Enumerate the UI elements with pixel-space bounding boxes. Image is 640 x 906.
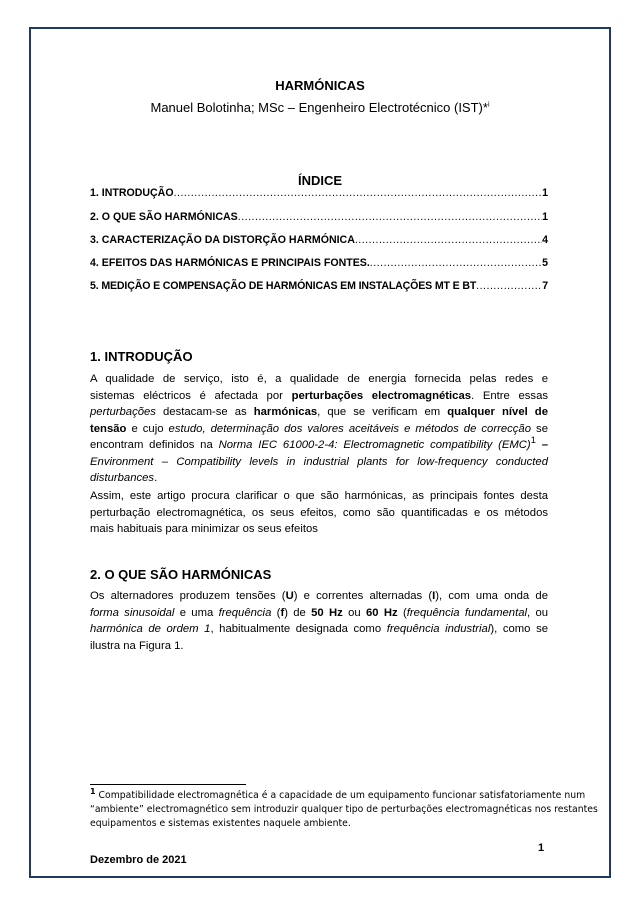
intro-paragraph-1: A qualidade de serviço, isto é, a qualidade de energia fornecida pelas redes e sistemas eléctricos é afectada por perturbações electromagnéticas. Entre essas perturbações destacam-se as harmónicas, que se verificam em qualquer nível de tensão e cujo estudo, determinação dos valores aceitáveis e métodos de correcção se encontram definidos na Norma IEC 61000-2-4: Electromagnetic compatibility (EMC)$^1$ – Environment – Compatibility levels in industrial plants for low-frequency conducted disturbances. xyxy=(90,373,549,484)
author-name: Manuel Bolotinha; MSc – Engenheiro Electrotécnico (IST)* xyxy=(150,100,488,115)
toc-entry[interactable]: 5. MEDIÇÃO E COMPENSAÇÃO DE HARMÓNICAS EM INSTALAÇÕES MT E BT ..... 7 xyxy=(90,280,548,292)
toc-entry[interactable]: 2. O QUE SÃO HARMÓNICAS ..... 1 xyxy=(90,211,548,223)
toc-heading: ÍNDICE xyxy=(297,173,343,188)
toc-entry[interactable]: 3. CARACTERIZAÇÃO DA DISTORÇÃO HARMÓNICA ..... 4 xyxy=(90,234,548,246)
toc-leader-dots xyxy=(238,211,542,223)
intro-paragraph-2: Assim, este artigo procura clarificar o que são harmónicas, as principais fontes desta perturbação electromagnética, os seus efeitos, como são quantificadas e os métodos mais habituais para minimizar os seus efeitos xyxy=(90,490,548,535)
toc-leader-dots xyxy=(476,280,542,292)
footer-date: Dezembro de 2021 xyxy=(90,854,187,866)
toc-entry[interactable]: 1. INTRODUÇÃO ..... 1 xyxy=(90,187,548,199)
toc-leader-dots xyxy=(370,257,542,269)
footnote-mark: 1 xyxy=(90,786,96,796)
toc-entry[interactable]: 4. EFEITOS DAS HARMÓNICAS E PRINCIPAIS FONTES. ..... 5 xyxy=(90,257,548,269)
document-title: HARMÓNICAS xyxy=(275,78,365,93)
author-endnote-mark[interactable]: i xyxy=(487,101,490,109)
page-number: 1 xyxy=(538,842,545,854)
footnote-ref[interactable]: 1 xyxy=(530,434,536,446)
author-line xyxy=(0,100,640,115)
toc-leader-dots xyxy=(174,187,543,199)
section-heading: 1. INTRODUÇÃO xyxy=(90,349,193,364)
section2-paragraph-1: Os alternadores produzem tensões (U) e correntes alternadas (I), com uma onda de forma sinusoidal e uma frequência (f) de 50 Hz ou 60 Hz (frequência fundamental, ou harmónica de ordem 1, habitualmente designada como frequência industrial), como se ilustra na Figura 1. xyxy=(90,590,549,652)
toc-leader-dots xyxy=(355,234,542,246)
footnote-separator xyxy=(90,784,246,785)
footnote: $^1$ Compatibilidade electromagnética é a capacidade de um equipamento funcionar satisfatoriamente num “ambiente” electromagnético sem introduzir qualquer tipo de perturbações electromagnéticas nos restantes equipamentos e sistemas existentes naquele ambiente. xyxy=(90,786,598,829)
section-heading: 2. O QUE SÃO HARMÓNICAS xyxy=(90,567,272,582)
